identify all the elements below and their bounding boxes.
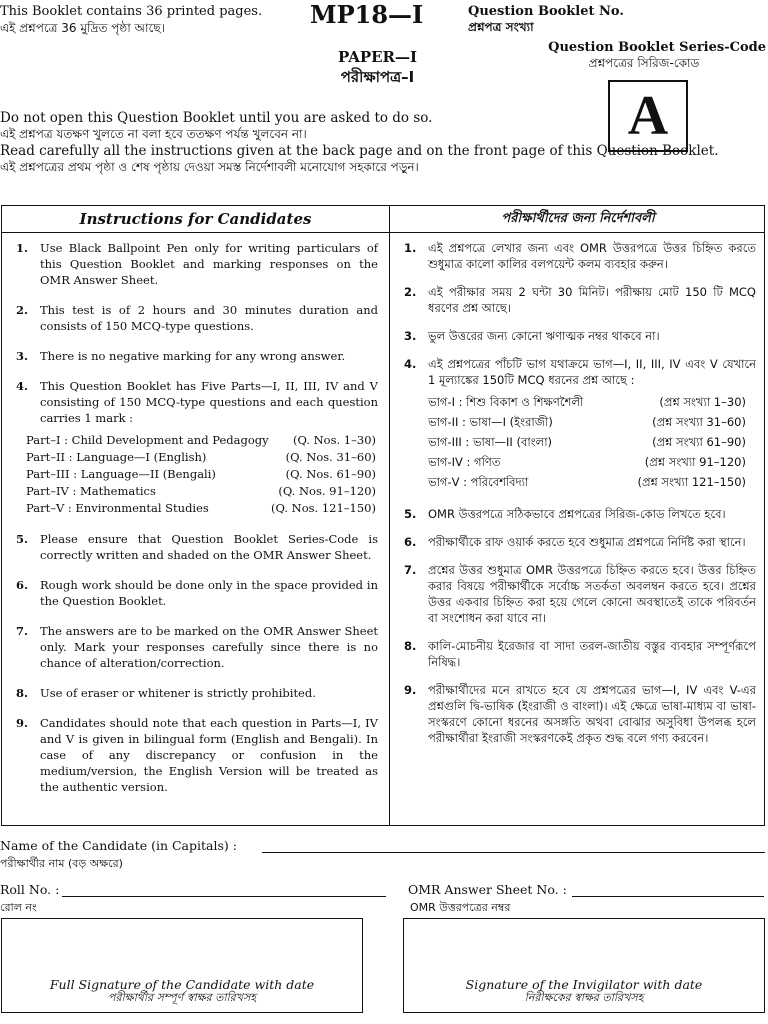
instruction-item-bn (404, 356, 756, 388)
invigilator-signature-label: Signature of the Invigilator with date (465, 977, 703, 992)
part-row (26, 483, 376, 500)
instruction-text: এই প্রশ্নপত্রে লেখার জন্য এবং OMR উত্তরপত্রে উত্তর চিহ্নিত করতে শুধুমাত্র কালো কালির বলপয়েন্ট কলম ব্যবহার করুন। (428, 241, 756, 271)
part-name: Part–III : Language—II (Bengali) (26, 467, 216, 481)
instruction-text: প্রশ্নের উত্তর শুধুমাত্র OMR উত্তরপত্রে চিহ্নিত করতে হবে। উত্তর চিহ্নিত করার বিষয়ে পরীক্ষার্থীকে সর্বোচ্চ সতর্কতা অবলম্বন করতে হবে। প্রশ্নের উত্তর একবার চিহ্নিত করা হয়ে গেলে কোনো অবস্থাতেই তাকে পরিবর্তন বা সংশোধন করা যাবে না। (428, 563, 756, 625)
instruction-item-bn (404, 682, 756, 746)
instruction-number: 5. (404, 507, 417, 521)
part-row (26, 500, 376, 517)
part-row (26, 466, 376, 483)
instruction-item-bn (404, 638, 756, 670)
omr-sheet-no-label: OMR Answer Sheet No. : (408, 882, 567, 897)
instruction-text: এই প্রশ্নপত্রের পাঁচটি ভাগ যথাক্রমে ভাগ—I, II, III, IV এবং V যেখানে 1 মূল্যাঙ্কের 150টি MCQ ধরনের প্রশ্ন আছে : (428, 357, 756, 387)
instruction-item-en (16, 577, 378, 609)
instruction-text: Use of eraser or whitener is strictly prohibited. (40, 686, 316, 700)
instruction-number: 7. (404, 563, 417, 577)
part-row (428, 432, 746, 452)
instruction-item-en (16, 240, 378, 288)
part-name: ভাগ-I : শিশু বিকাশ ও শিক্ষণশৈলী (428, 395, 584, 409)
candidate-signature-box[interactable] (1, 918, 363, 1013)
qbn-label-en: Question Booklet No. (468, 4, 624, 19)
instruction-text: OMR উত্তরপত্রে সঠিকভাবে প্রশ্নপত্রের সিরিজ-কোড লিখতে হবে। (428, 507, 726, 521)
instructions-list-bn (404, 240, 756, 758)
invigilator-signature-box[interactable] (403, 918, 765, 1013)
instruction-item-en (16, 378, 378, 426)
part-name: Part–V : Environmental Studies (26, 501, 209, 515)
part-name: Part–IV : Mathematics (26, 484, 156, 498)
instruction-text: This test is of 2 hours and 30 minutes duration and consists of 150 MCQ-type questions. (40, 303, 378, 333)
instruction-text: The answers are to be marked on the OMR Answer Sheet only. Mark your responses carefully since there is no chance of alteration/correction. (40, 624, 378, 670)
part-question-range: (Q. Nos. 61–90) (285, 467, 376, 481)
instruction-number: 4. (16, 379, 29, 393)
part-row (26, 449, 376, 466)
instruction-text: কালি-মোচনীয় ইরেজার বা সাদা তরল-জাতীয় বস্তুর ব্যবহার সম্পূর্ণরূপে নিষিদ্ধ। (428, 639, 756, 669)
part-question-range: (Q. Nos. 1–30) (292, 433, 376, 447)
roll-no-label-bn: রোল নং (0, 901, 37, 914)
part-row (26, 432, 376, 449)
part-name: Part–I : Child Development and Pedagogy (26, 433, 269, 447)
page-count-bn: এই প্রশ্নপত্রে 36 মুদ্রিত পৃষ্ঠা আছে। (0, 21, 165, 35)
omr-sheet-no-field[interactable] (572, 896, 764, 897)
instruction-item-en (16, 531, 378, 563)
instruction-number: 2. (404, 285, 417, 299)
part-name: ভাগ-V : পরিবেশবিদ্যা (428, 475, 529, 489)
instructions-heading-en: Instructions for Candidates (79, 210, 312, 228)
open-note-en: Do not open this Question Booklet until you are asked to do so. (0, 110, 433, 126)
instruction-text: Use Black Ballpoint Pen only for writing particulars of this Question Booklet and marking responses on the OMR Answer Sheet. (40, 241, 378, 287)
series-label-en: Question Booklet Series-Code (548, 40, 766, 55)
instruction-item-en (16, 302, 378, 334)
instructions-list-en (16, 240, 378, 809)
instruction-number: 6. (16, 578, 29, 592)
instruction-number: 6. (404, 535, 417, 549)
instruction-text: Candidates should note that each question in Parts—I, IV and V is given in bilingual form (English and Bengali). In case of any discrepancy or confusion in the medium/version, the English Version will be treated as the authentic version. (40, 716, 378, 794)
instructions-box (1, 205, 765, 826)
instructions-heading-bn: পরীক্ষার্থীদের জন্য নির্দেশাবলী (501, 210, 655, 226)
part-row (428, 472, 746, 492)
read-note-en: Read carefully all the instructions given at the back page and on the front page of this Question Booklet. (0, 143, 719, 159)
instruction-item-bn (404, 328, 756, 344)
booklet-code: MP18—I (310, 0, 424, 29)
instruction-item-bn (404, 240, 756, 272)
page-count-en: This Booklet contains 36 printed pages. (0, 4, 263, 19)
parts-table-bn (428, 392, 746, 492)
roll-no-field[interactable] (62, 896, 386, 897)
instruction-item-bn (404, 562, 756, 626)
paper-title-en: PAPER—I (338, 48, 418, 66)
part-question-range: (প্রশ্ন সংখ্যা 91–120) (644, 455, 746, 469)
instruction-item-bn (404, 506, 756, 522)
instruction-text: There is no negative marking for any wrong answer. (40, 349, 346, 363)
qbn-label-bn: প্রশ্নপত্র সংখ্যা (468, 20, 534, 34)
series-code-block (522, 40, 766, 75)
instruction-number: 4. (404, 357, 417, 371)
part-name: ভাগ-III : ভাষা—II (বাংলা) (428, 435, 553, 449)
candidate-name-label: Name of the Candidate (in Capitals) : (0, 838, 237, 853)
instruction-item-bn (404, 284, 756, 316)
part-question-range: (Q. Nos. 31–60) (285, 450, 376, 464)
instruction-number: 7. (16, 624, 29, 638)
paper-title-bn: পরীক্ষাপত্র–I (340, 68, 415, 86)
part-question-range: (Q. Nos. 121–150) (271, 501, 376, 515)
instruction-number: 1. (404, 241, 417, 255)
parts-table-en (26, 432, 376, 517)
part-row (428, 412, 746, 432)
instruction-number: 9. (16, 716, 29, 730)
series-code-box: A (608, 80, 688, 152)
omr-sheet-no-label-bn: OMR উত্তরপত্রের নম্বর (410, 901, 511, 914)
question-booklet-number (468, 4, 624, 39)
instruction-number: 3. (404, 329, 417, 343)
instruction-item-en (16, 715, 378, 795)
part-question-range: (প্রশ্ন সংখ্যা 31–60) (652, 415, 746, 429)
part-question-range: (Q. Nos. 91–120) (278, 484, 376, 498)
open-note-bn: এই প্রশ্নপত্র যতক্ষণ খুলতে না বলা হবে ততক্ষণ পর্যন্ত খুলবেন না। (0, 127, 307, 141)
invigilator-signature-label-bn: নিরীক্ষকের স্বাক্ষর তারিখসহ (524, 991, 644, 1004)
instruction-text: ভুল উত্তরের জন্য কোনো ঋণাত্মক নম্বর থাকবে না। (428, 329, 660, 343)
instruction-number: 3. (16, 349, 29, 363)
instruction-text: Rough work should be done only in the space provided in the Question Booklet. (40, 578, 378, 608)
instruction-item-en (16, 348, 378, 364)
part-row (428, 452, 746, 472)
series-label-bn: প্রশ্নপত্রের সিরিজ-কোড (588, 56, 700, 70)
part-question-range: (প্রশ্ন সংখ্যা 121–150) (637, 475, 746, 489)
instruction-number: 8. (404, 639, 417, 653)
instruction-text: এই পরীক্ষার সময় 2 ঘন্টা 30 মিনিট। পরীক্ষায় মোট 150 টি MCQ ধরণের প্রশ্ন আছে। (428, 285, 756, 315)
read-note-bn: এই প্রশ্নপত্রের প্রথম পৃষ্ঠা ও শেষ পৃষ্ঠায় দেওয়া সমস্ত নির্দেশাবলী মনোযোগ সহকারে পড়ুন। (0, 160, 419, 174)
candidate-signature-label: Full Signature of the Candidate with date (49, 977, 315, 992)
paper-title (338, 48, 417, 91)
candidate-name-field[interactable] (262, 852, 765, 853)
part-question-range: (প্রশ্ন সংখ্যা 1–30) (659, 395, 746, 409)
instruction-item-bn (404, 534, 756, 550)
instruction-text: Please ensure that Question Booklet Series-Code is correctly written and shaded on the OMR Answer Sheet. (40, 532, 378, 562)
part-name: Part–II : Language—I (English) (26, 450, 207, 464)
instruction-number: 5. (16, 532, 29, 546)
instruction-text: পরীক্ষার্থীদের মনে রাখতে হবে যে প্রশ্নপত্রের ভাগ—I, IV এবং V-এর প্রশ্নগুলি দ্বি-ভাষিক (ইংরাজী ও বাংলা)। এই ক্ষেত্রে ভাষা-মাধ্যম বা ভাষা-সংস্করণে কোনো ধরনের অসঙ্গতি অথবা বোঝার অসুবিধা উপলব্ধ হলে পরীক্ষার্থীরা ইংরাজী সংস্করণকেই প্রকৃত শুদ্ধ বলে গণ্য করবেন। (428, 683, 756, 745)
booklet-page-count (0, 4, 290, 36)
part-row (428, 392, 746, 412)
instruction-text: পরীক্ষার্থীকে রাফ ওয়ার্ক করতে হবে শুধুমাত্র প্রশ্নপত্রে নির্দিষ্ট করা স্থানে। (428, 535, 746, 549)
instruction-number: 1. (16, 241, 29, 255)
general-notes (0, 110, 768, 176)
roll-no-label: Roll No. : (0, 882, 60, 897)
part-question-range: (প্রশ্ন সংখ্যা 61–90) (652, 435, 746, 449)
instruction-number: 8. (16, 686, 29, 700)
part-name: ভাগ-IV : গণিত (428, 455, 501, 469)
instruction-text: This Question Booklet has Five Parts—I, II, III, IV and V consisting of 150 MCQ-type questions and each question carries 1 mark : (40, 379, 378, 425)
candidate-signature-label-bn: পরীক্ষার্থীর সম্পূর্ণ স্বাক্ষর তারিখসহ (108, 991, 256, 1004)
part-name: ভাগ-II : ভাষা—I (ইংরাজী) (428, 415, 553, 429)
instruction-number: 9. (404, 683, 417, 697)
candidate-name-label-bn: পরীক্ষার্থীর নাম (বড় অক্ষরে) (0, 857, 123, 870)
instruction-item-en (16, 623, 378, 671)
instruction-item-en (16, 685, 378, 701)
instruction-number: 2. (16, 303, 29, 317)
